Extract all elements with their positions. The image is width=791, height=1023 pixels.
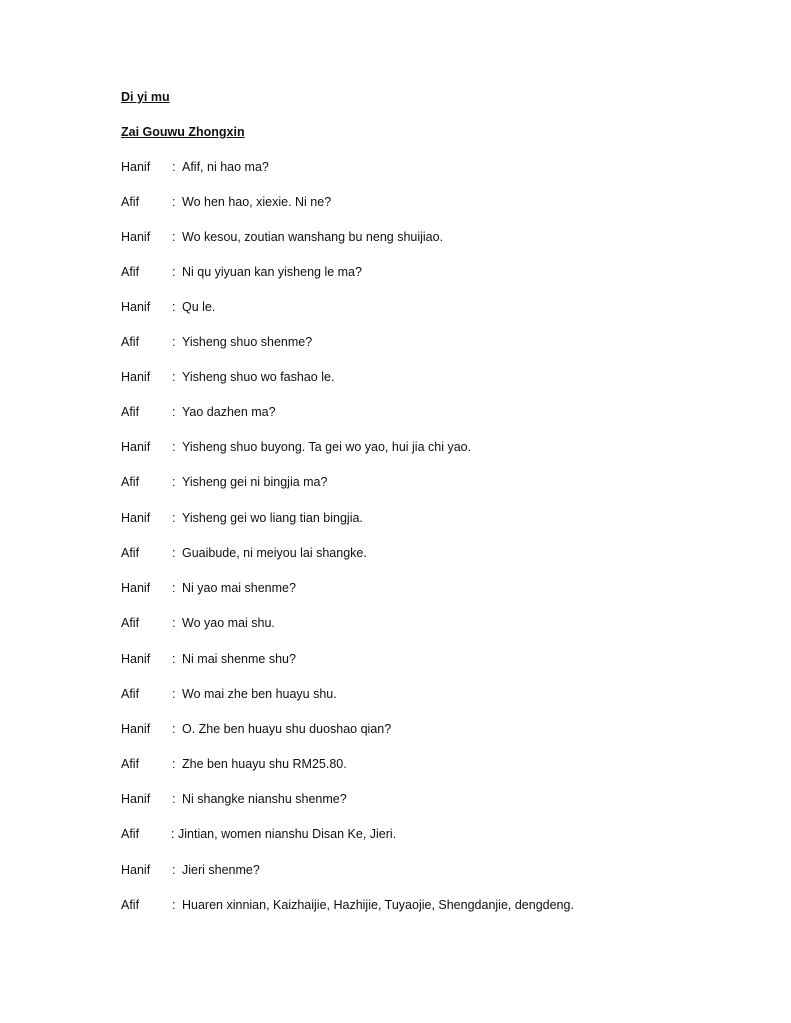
dialogue-text: Yisheng shuo shenme? [182,335,313,349]
speaker-name: Afif [121,898,140,912]
speaker-name: Hanif [121,581,151,595]
separator: : [172,335,176,349]
separator: : [172,475,176,489]
dialogue-text: Yisheng shuo wo fashao le. [182,370,335,384]
dialogue-text: Ni shangke nianshu shenme? [182,792,347,806]
speaker-name: Afif [121,405,140,419]
separator: : [172,722,176,736]
dialogue-text: Zhe ben huayu shu RM25.80. [182,757,347,771]
dialogue-text: Jieri shenme? [182,863,260,877]
speaker-name: Hanif [121,230,151,244]
speaker-name: Hanif [121,370,151,384]
speaker-name: Hanif [121,722,151,736]
separator: : [172,370,176,384]
speaker-name: Afif [121,616,140,630]
separator: : [172,757,176,771]
separator: : [172,195,176,209]
separator: : [172,616,176,630]
dialogue-text: Yisheng gei wo liang tian bingjia. [182,511,363,525]
speaker-name: Hanif [121,792,151,806]
separator: : [172,546,176,560]
speaker-name: Hanif [121,863,151,877]
separator: : [172,898,176,912]
dialogue-text: Yisheng shuo buyong. Ta gei wo yao, hui jia chi yao. [182,440,472,454]
separator: : [172,863,176,877]
speaker-name: Afif [121,546,140,560]
scene-title: Zai Gouwu Zhongxin [121,125,245,139]
dialogue-text: O. Zhe ben huayu shu duoshao qian? [182,722,392,736]
speaker-name: Afif [121,475,140,489]
separator: : [172,792,176,806]
speaker-name: Hanif [121,652,151,666]
dialogue-text: Wo yao mai shu. [182,616,275,630]
dialogue-text: Afif, ni hao ma? [182,160,269,174]
separator: : [172,652,176,666]
dialogue-text: Yisheng gei ni bingjia ma? [182,475,328,489]
act-title: Di yi mu [121,90,170,104]
dialogue-text: Jintian, women nianshu Disan Ke, Jieri. [178,827,397,841]
dialogue-text: Ni yao mai shenme? [182,581,296,595]
separator: : [172,440,176,454]
speaker-name: Afif [121,195,140,209]
dialogue-text: Yao dazhen ma? [182,405,276,419]
separator: : [172,405,176,419]
separator: : [172,581,176,595]
dialogue-text: Qu le. [182,300,216,314]
separator: : [172,160,176,174]
dialogue-text: Wo mai zhe ben huayu shu. [182,687,337,701]
speaker-name: Afif [121,265,140,279]
separator: : [172,230,176,244]
speaker-name: Hanif [121,160,151,174]
dialogue-text: Huaren xinnian, Kaizhaijie, Hazhijie, Tuyaojie, Shengdanjie, dengdeng. [182,898,574,912]
separator: : [172,511,176,525]
dialogue-text: Ni qu yiyuan kan yisheng le ma? [182,265,362,279]
speaker-name: Afif [121,687,140,701]
speaker-name: Afif [121,827,140,841]
speaker-name: Hanif [121,440,151,454]
separator: : [172,687,176,701]
separator: : [172,265,176,279]
dialogue-text: Wo kesou, zoutian wanshang bu neng shuijiao. [182,230,444,244]
dialogue-text: Wo hen hao, xiexie. Ni ne? [182,195,332,209]
separator: : [172,300,176,314]
dialogue-text: Ni mai shenme shu? [182,652,296,666]
separator: : [171,827,175,841]
dialogue-text: Guaibude, ni meiyou lai shangke. [182,546,367,560]
speaker-name: Hanif [121,300,151,314]
speaker-name: Afif [121,335,140,349]
speaker-name: Hanif [121,511,151,525]
speaker-name: Afif [121,757,140,771]
